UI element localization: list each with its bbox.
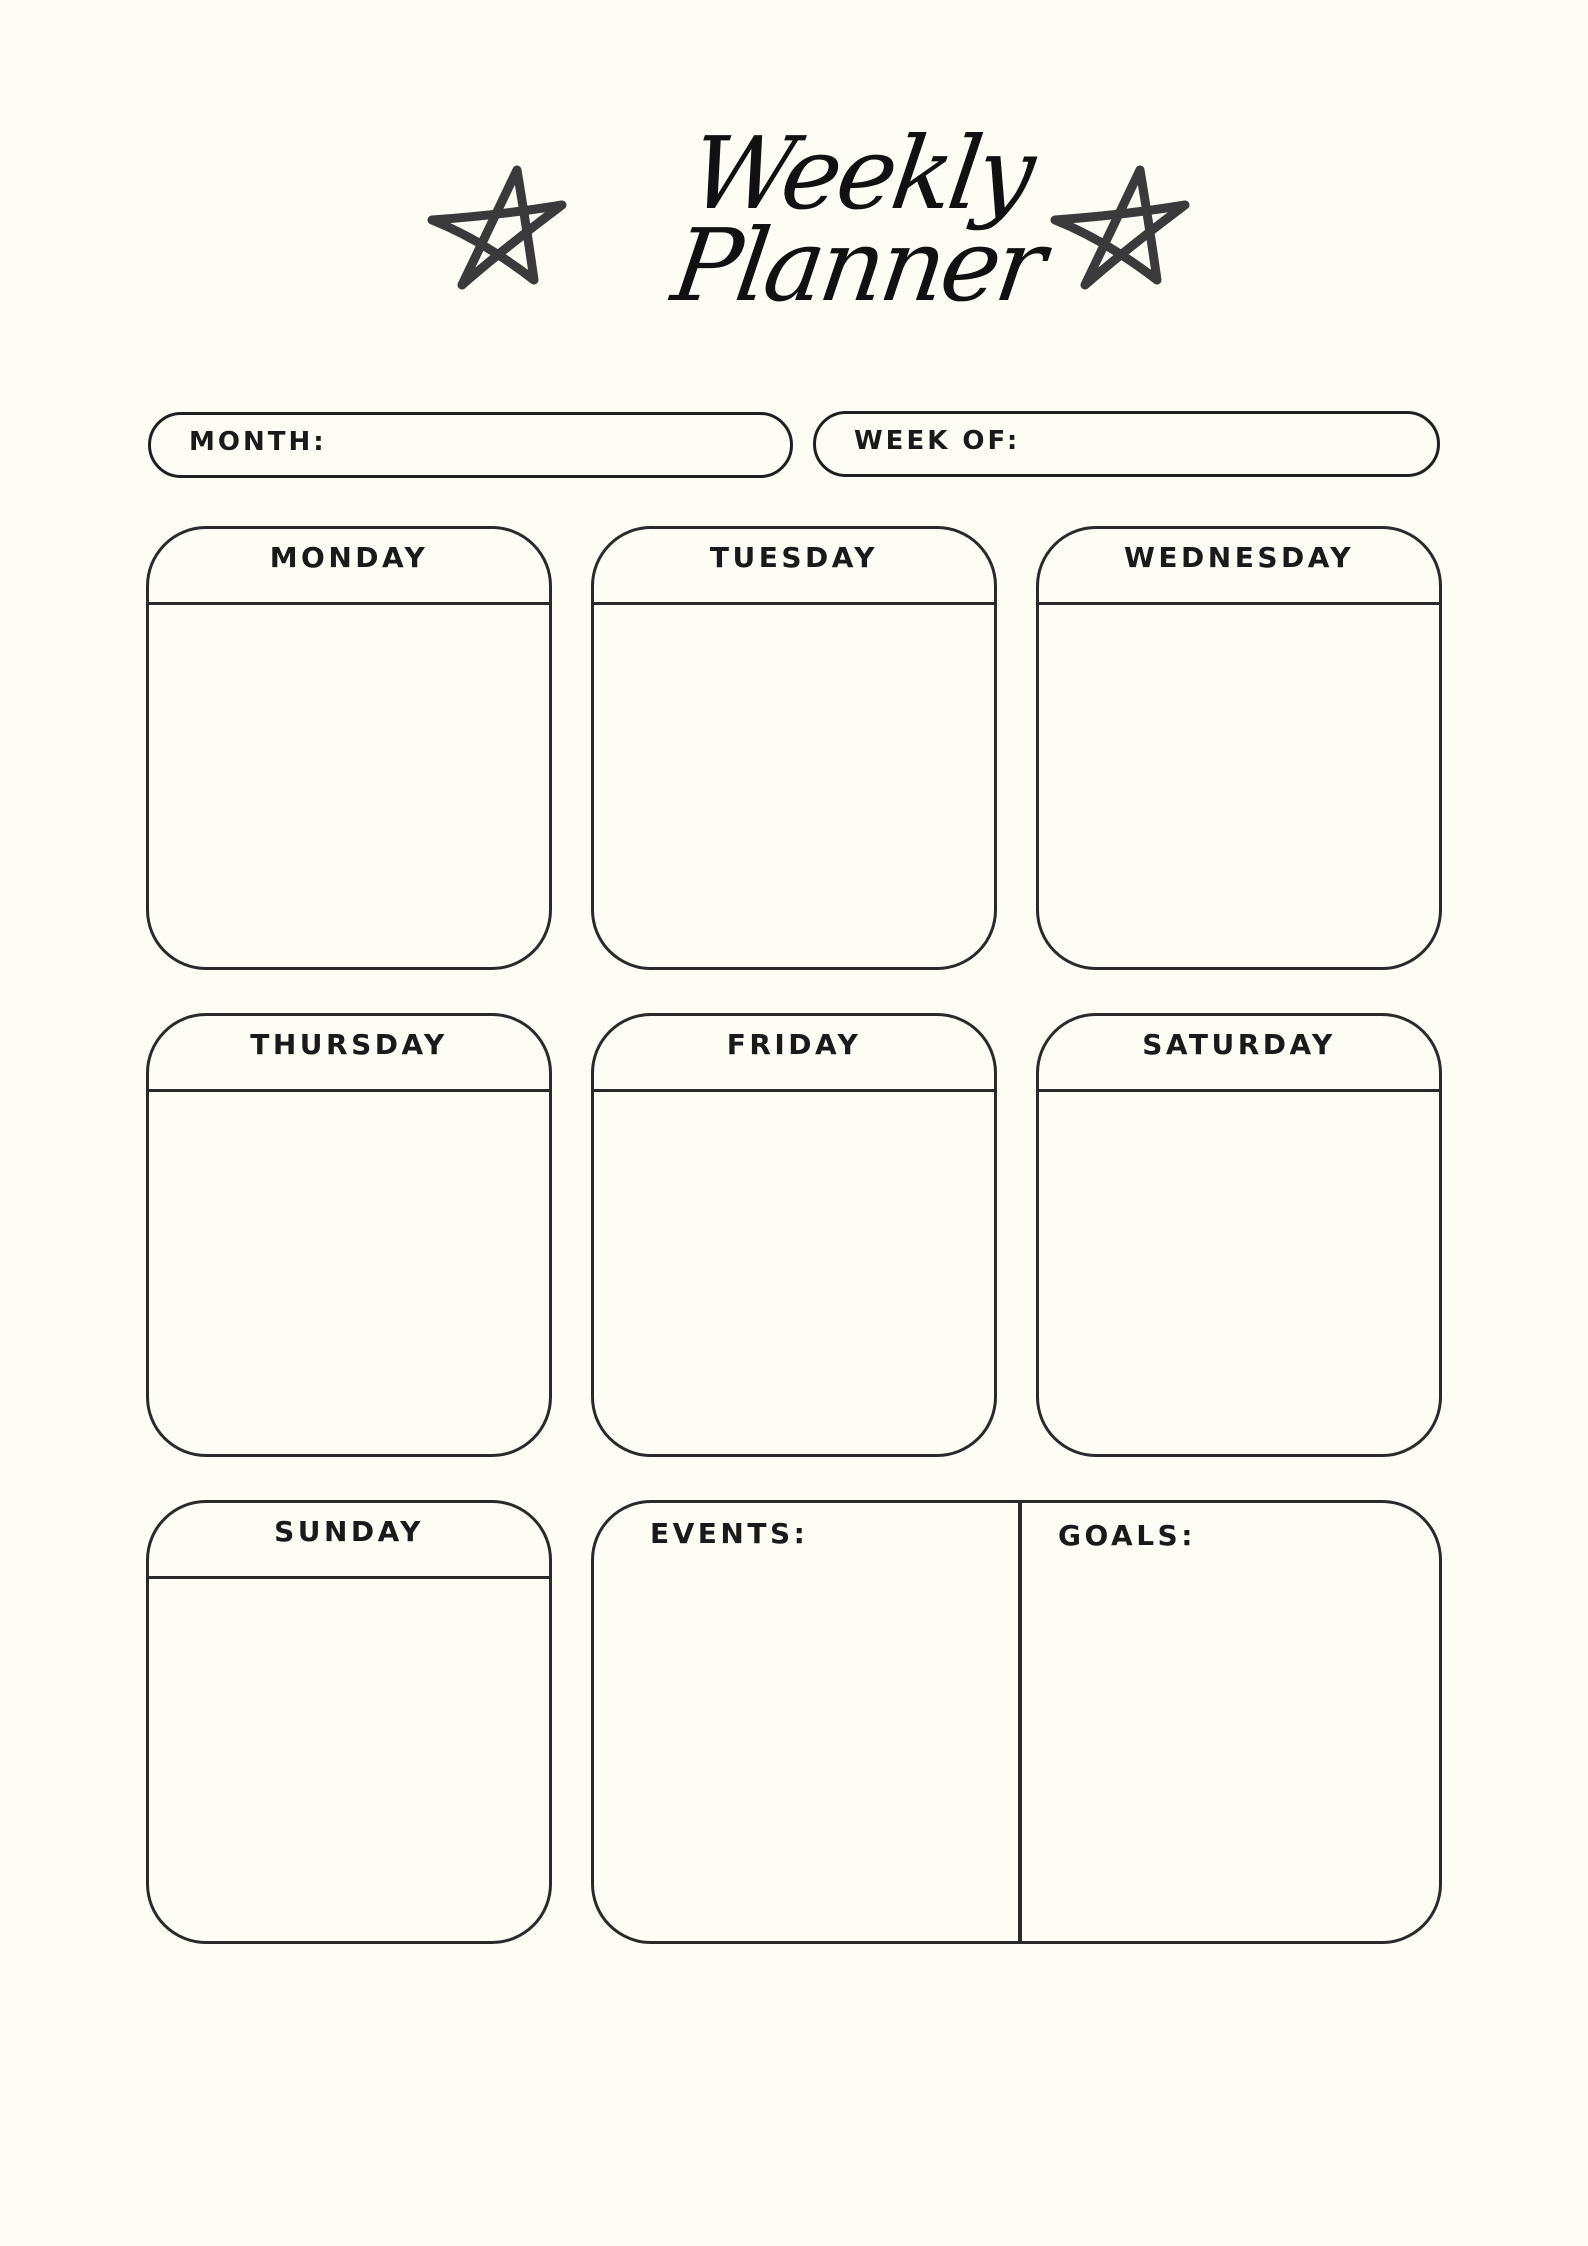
day-header xyxy=(594,1016,994,1092)
events-goals-divider xyxy=(1018,1503,1022,1941)
day-box-saturday[interactable] xyxy=(1036,1013,1442,1457)
day-header xyxy=(1039,529,1439,605)
day-label-friday: FRIDAY xyxy=(726,1028,862,1061)
day-header xyxy=(594,529,994,605)
title-line-planner: Planner xyxy=(665,207,1049,324)
day-box-wednesday[interactable] xyxy=(1036,526,1442,970)
month-label: MONTH: xyxy=(189,427,327,457)
day-label-tuesday: TUESDAY xyxy=(709,541,879,574)
day-header xyxy=(149,1503,549,1579)
title-line-weekly: Weekly xyxy=(683,115,1039,232)
day-label-saturday: SATURDAY xyxy=(1142,1028,1336,1061)
events-goals-box xyxy=(591,1500,1442,1944)
day-label-wednesday: WEDNESDAY xyxy=(1124,541,1354,574)
day-box-friday[interactable] xyxy=(591,1013,997,1457)
month-field[interactable] xyxy=(148,412,793,478)
day-label-thursday: THURSDAY xyxy=(250,1028,448,1061)
day-box-thursday[interactable] xyxy=(146,1013,552,1457)
day-label-sunday: SUNDAY xyxy=(274,1515,424,1548)
day-box-monday[interactable] xyxy=(146,526,552,970)
star-icon xyxy=(1045,160,1195,300)
day-box-tuesday[interactable] xyxy=(591,526,997,970)
events-label: EVENTS: xyxy=(650,1517,809,1550)
day-label-monday: MONDAY xyxy=(269,541,429,574)
day-header xyxy=(149,529,549,605)
day-box-sunday[interactable] xyxy=(146,1500,552,1944)
day-header xyxy=(1039,1016,1439,1092)
day-header xyxy=(149,1016,549,1092)
page-title xyxy=(620,115,1049,325)
week-of-label: WEEK OF: xyxy=(854,426,1021,456)
goals-label: GOALS: xyxy=(1058,1519,1196,1552)
week-of-field[interactable] xyxy=(813,411,1440,477)
star-icon xyxy=(422,160,572,300)
